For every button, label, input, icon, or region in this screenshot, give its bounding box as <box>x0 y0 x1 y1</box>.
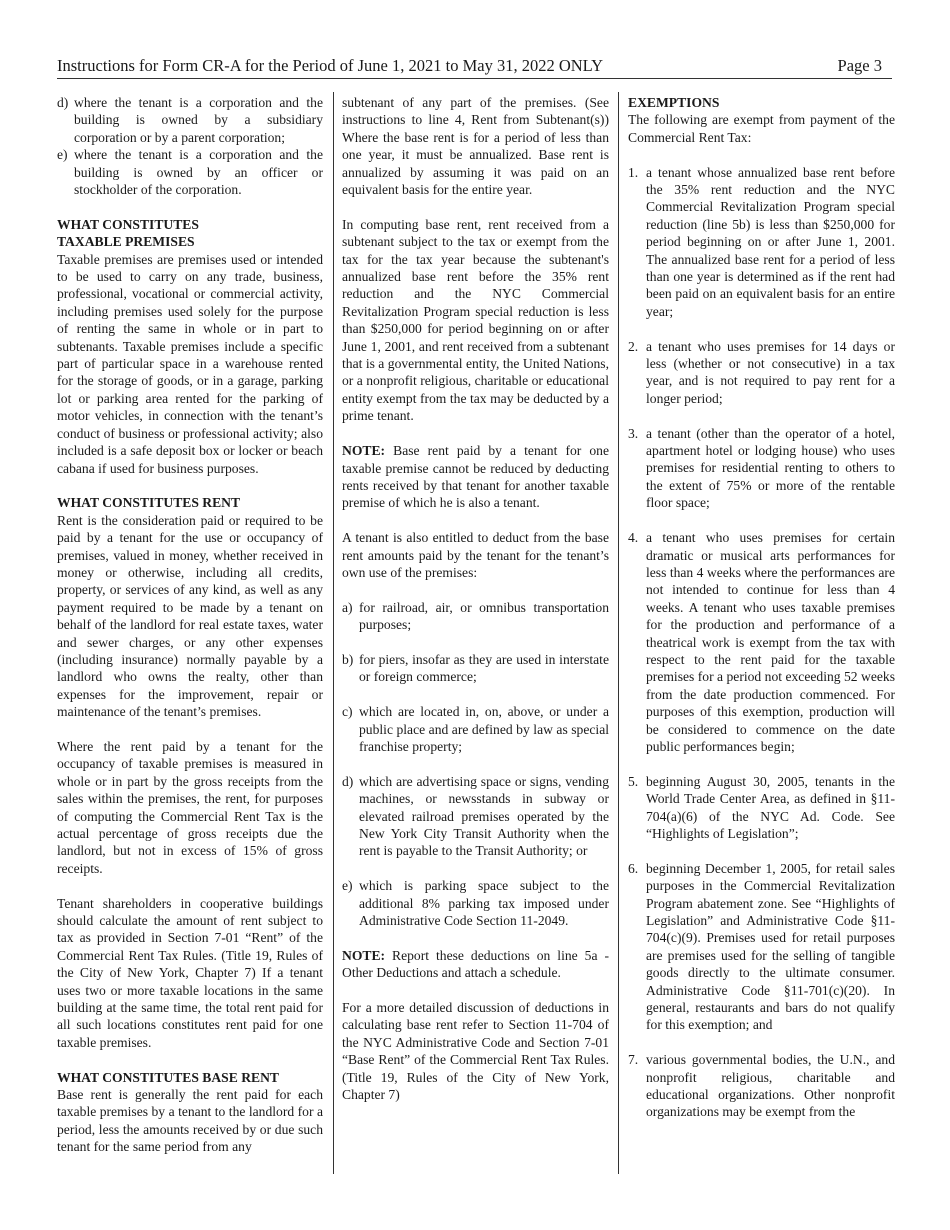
column-2 <box>342 94 609 1103</box>
paragraph: In computing base rent, rent received from a subtenant subject to the tax or exempt from the tax for the tax year because the subtenant's annualized base rent before the 35% rent reduction and the NYC Commercial Revitalization Program special reduction is less than $250,000 for period beginning on or after June 1, 2001, and rent received from a subtenant that is a governmental entity, the United Nations, or a nonprofit religious, charitable or educational entity exempt from the tax may be deducted by a prime tenant. <box>342 216 609 424</box>
page-header <box>57 56 892 79</box>
list-item-text: a tenant whose annualized base rent before the 35% rent reduction and the NYC Commercial Revitalization Program special reduction (line 5b) is less than $250,000 for period beginning on or after June 1, 2001. The annualized base rent for a period of less than one year is determined as if the rent had been paid on an equivalent basis for an entire year; <box>646 164 895 319</box>
column-divider-1 <box>333 92 334 1174</box>
list-item-label: 3. <box>628 425 639 441</box>
list-item-label: 4. <box>628 530 639 546</box>
list-item-text: a tenant who uses premises for 14 days or less (whether or not consecutive) in a tax year, and is not required to pay rent for a longer period; <box>646 338 895 406</box>
list-item-label: d) <box>57 95 69 110</box>
list-item-label: a) <box>342 599 353 615</box>
column-divider-2 <box>618 92 619 1174</box>
paragraph: For a more detailed discussion of deductions in calculating base rent refer to Section 11-704 of the NYC Administrative Code and Section 7-01 “Base Rent” of the Commercial Rent Tax Rules. (Title 19, Rules of the City of New York, Chapter 7) <box>342 999 609 1102</box>
list-item-text: which is parking space subject to the additional 8% parking tax imposed under Administrative Code Section 11-2049. <box>359 878 609 928</box>
note-label: NOTE: <box>342 947 386 963</box>
list-item-label: 5. <box>628 773 639 789</box>
section-heading-taxable-premises: WHAT CONSTITUTES TAXABLE PREMISES <box>57 216 199 250</box>
list-item-label: c) <box>342 704 353 720</box>
list-item-text: a tenant who uses premises for certain dramatic or musical arts performances for less than 4 weeks where the performances are not intended to continue for less than 4 weeks. A tenant who uses taxable premises for the production and performance of a theatrical work is exempt from the tax with respect to the rent paid for the taxable premises for a period not exceeding 52 weeks from the date production commenced. For purposes of this exemption, production will be considered to commence on the date public performances begin; <box>646 530 895 754</box>
list-item-text: where the tenant is a corporation and the building is owned by a subsidiary corporation or by a parent corporation; <box>74 95 323 145</box>
base-rent-text: Base rent is generally the rent paid for each taxable premises by a tenant to the landlord for a period, less the amounts received by or due such tenant for the same period from any <box>57 1087 323 1155</box>
note <box>342 947 609 982</box>
rent-text: Rent is the consideration paid or required to be paid by a tenant for the use or occupancy of premises, valued in money, whether received in money or otherwise, including all credits, property, or services of any kind, as well as any payment required to be made by a tenant on behalf of the landlord for real estate taxes, water and sewer charges, or any other expenses (including insurance) normally payable by a landlord who owns the realty, other than expenses for the improvement, repair or maintenance of the tenant’s premises. <box>57 512 323 720</box>
list-item <box>342 599 609 634</box>
column-3 <box>628 94 895 1121</box>
list-item <box>628 1051 895 1121</box>
paragraph: subtenant of any part of the premises. (See instructions to line 4, Rent from Subtenant(s)) Where the base rent is for a period of less than one year, it must be annualized. Base rent is annualized by assuming it was paid on an equivalent basis for the entire year. <box>342 95 609 198</box>
list-item-label: 6. <box>628 860 639 876</box>
list-item-text: which are advertising space or signs, vending machines, or newsstands in subway or elevated railroad premises operated by the New York City Transit Authority when the rent is payable to the Transit Authority; or <box>359 773 609 859</box>
list-item-text: various governmental bodies, the U.N., and nonprofit religious, charitable and educational organizations. Other nonprofit organizations may be exempt from the <box>646 1052 895 1120</box>
list-item <box>57 146 323 198</box>
list-item-label: e) <box>57 147 68 163</box>
list-item-label: b) <box>342 651 354 667</box>
note-text: Report these deductions on line 5a - Other Deductions and attach a schedule. <box>342 947 609 981</box>
list-item <box>628 164 895 321</box>
list-item <box>628 425 895 512</box>
document-title: Instructions for Form CR-A for the Period of June 1, 2021 to May 31, 2022 ONLY <box>57 56 604 75</box>
list-item-label: 2. <box>628 338 639 354</box>
note <box>342 442 609 512</box>
list-item-text: for railroad, air, or omnibus transportation purposes; <box>359 599 609 633</box>
section-heading-base-rent: WHAT CONSTITUTES BASE RENT <box>57 1069 279 1085</box>
list-item <box>628 860 895 1034</box>
rent-text-3: Tenant shareholders in cooperative buildings should calculate the amount of rent subject to tax as provided in Section 7-01 “Rent” of the Commercial Rent Tax Rules. (Title 19, Rules of the City of New York, Chapter 7) If a tenant uses two or more taxable locations in the same building at the same time, the total rent paid for all such locations constitutes rent paid for one taxable premises. <box>57 895 323 1050</box>
list-item-label: d) <box>342 773 354 789</box>
list-item <box>342 877 609 929</box>
list-item-text: a tenant (other than the operator of a hotel, apartment hotel or lodging house) who uses premises for residential renting to others to the extent of 75% or more of the rentable floor space; <box>646 425 895 511</box>
list-item <box>628 338 895 408</box>
rent-text-2: Where the rent paid by a tenant for the occupancy of taxable premises is measured in whole or in part by the gross receipts from the sales within the premises, the rent, for purposes of computing the Commercial Rent Tax is the actual percentage of gross receipts due the landlord, but not in excess of 15% of gross receipts. <box>57 738 323 876</box>
list-item-text: for piers, insofar as they are used in interstate or foreign commerce; <box>359 651 609 685</box>
note-text: Base rent paid by a tenant for one taxable premise cannot be reduced by deducting rents received by that tenant for another taxable premise of which he is also a tenant. <box>342 443 609 511</box>
list-item <box>628 529 895 755</box>
list-item-text: which are located in, on, above, or under a public place and are defined by law as special franchise property; <box>359 704 609 754</box>
list-item-label: 1. <box>628 164 639 180</box>
list-item <box>342 703 609 755</box>
list-item-label: 7. <box>628 1052 639 1068</box>
list-item-text: where the tenant is a corporation and the building is owned by an officer or stockholder of the corporation. <box>74 147 323 198</box>
exemptions-intro: The following are exempt from payment of the Commercial Rent Tax: <box>628 112 895 145</box>
note-label: NOTE: <box>342 443 386 459</box>
page-number: Page 3 <box>837 56 882 75</box>
taxable-premises-text: Taxable premises are premises used or intended to be used to carry on any trade, business, professional, vocational or commercial activity, including premises used solely for the purpose of renting the same in whole or in part to subtenants. Taxable premises include a specific part of particular space in a warehouse rented for the storage of goods, or in a garage, parking lot or parking area rented for the parking of motor vehicles, in connection with the tenant’s conduct of business or professional activity; also included is a safe deposit box or locker or beach cabana if used for business purposes. <box>57 251 323 476</box>
list-item-label: e) <box>342 878 353 894</box>
list-item <box>57 94 323 146</box>
section-heading-exemptions: EXEMPTIONS <box>628 95 720 110</box>
paragraph: A tenant is also entitled to deduct from the base rent amounts paid by the tenant for the tenant’s own use of the premises: <box>342 530 609 580</box>
list-item <box>628 773 895 843</box>
list-item-text: beginning December 1, 2005, for retail sales purposes in the Commercial Revitalization Program abatement zone. See “Highlights of Legislation” and Administrative Code §11-704(c)(9). Premises used for retail purposes are premises used for the selling of tangible goods directly to the ultimate consumer. Administrative Code §11-701(c)(20). In general, restaurants and bars do not qualify for this exemption; and <box>646 860 895 1033</box>
list-item <box>342 651 609 686</box>
list-item-text: beginning August 30, 2005, tenants in the World Trade Center Area, as defined in §11-704(a)(6) of the NYC Ad. Code. See “Highlights of Legislation”; <box>646 773 895 841</box>
list-item <box>342 773 609 860</box>
section-heading-rent: WHAT CONSTITUTES RENT <box>57 495 241 511</box>
column-1 <box>57 94 323 1156</box>
